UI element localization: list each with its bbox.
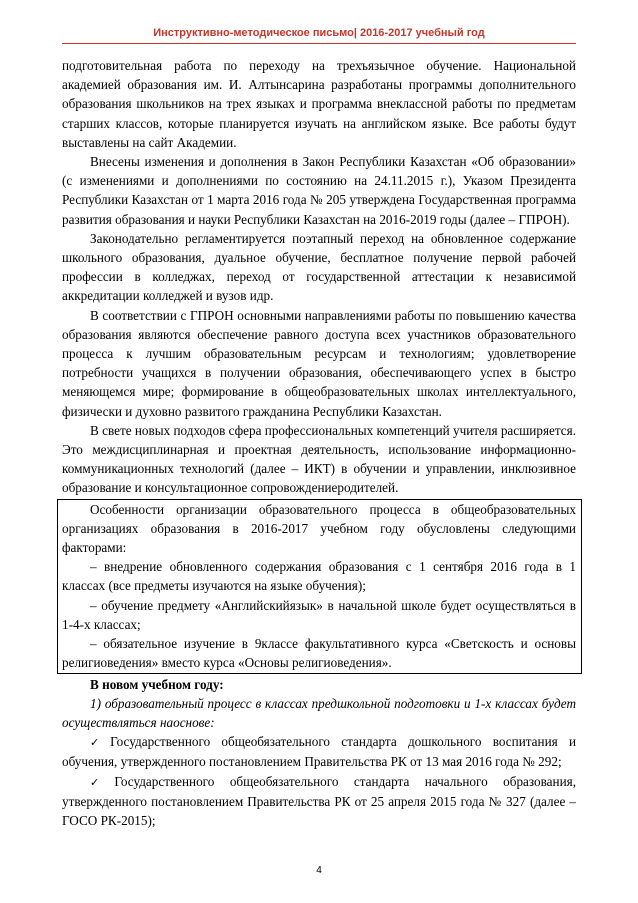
bullet-text-2: Государственного общеобязательного стандарта начального образования, утвержденного постановлением Правительства РК от 25 апреля 2015 года № 327 (далее – ГОСО РК-2015); xyxy=(62,773,576,828)
factors-box xyxy=(57,499,582,674)
header-divider xyxy=(62,43,576,44)
checkmark-icon: ✓ xyxy=(90,775,112,789)
paragraph-1: подготовительная работа по переходу на трехъязычное обучение. Национальной академией образования им. И. Алтынсарина разработаны программы дополнительного образования школьников на трех языках и программа внеклассной работы по предметам старших классов, которые планируется изучать на английском языке. Все работы будут выставлены на сайт Академии. xyxy=(62,58,576,150)
paragraph-3: Законодательно регламентируется поэтапный переход на обновленное содержание школьного образования, дуальное обучение, бесплатное получение первой рабочей профессии в колледжах, переход от государственной аттестации к независимой аккредитации колледжей и вузов идр. xyxy=(62,230,576,304)
page-number: 4 xyxy=(316,865,322,876)
checkmark-icon: ✓ xyxy=(90,736,108,750)
factor-item-1: – внедрение обновленного содержания образования с 1 сентября 2016 года в 1 классах (все предметы изучаются на языке обучения); xyxy=(62,559,576,594)
document-body xyxy=(62,56,576,830)
bullet-item-1 xyxy=(62,732,576,771)
page-header: Инструктивно-методическое письмо| 2016-2017 учебный год xyxy=(153,27,485,39)
factor-item-3: – обязательное изучение в 9классе факультативного курса «Светскость и основы религиоведения» вместо курса «Основы религиоведения». xyxy=(62,636,576,671)
paragraph-2: Внесены изменения и дополнения в Закон Республики Казахстан «Об образовании» (с изменениями и дополнениями по состоянию на 24.11.2015 г.), Указом Президента Республики Казахстан от 1 марта 2016 года № 205 утверждена Государственная программа развития образования и науки Республики Казахстан на 2016-2019 годы (далее – ГПРОН). xyxy=(62,154,576,227)
factor-item-2: – обучение предмету «Английскийязык» в начальной школе будет осуществляться в 1-4-х классах; xyxy=(62,597,576,632)
paragraph-4: В соответствии с ГПРОН основными направлениями работы по повышению качества образования являются обеспечение равного доступа всех участников образовательного процесса к лучшим образовательным ресурсам и технологиям; удовлетворение потребности учащихся в получении образования, обеспечивающего успех в быстро меняющемся мире; формирование в общеобразовательных школах интеллектуального, физически и духовно развитого гражданина Республики Казахстан. xyxy=(62,307,576,419)
new-year-heading: В новом учебном году: xyxy=(90,676,224,692)
bullet-item-2 xyxy=(62,772,576,831)
bullet-text-1: Государственного общеобязательного стандарта дошкольного воспитания и обучения, утвержденного постановлением Правительства РК от 13 мая 2016 года № 292; xyxy=(62,734,577,770)
paragraph-5: В свете новых подходов сфера профессиональных компетенций учителя расширяется. Это междисциплинарная и проектная деятельность, использование информационно-коммуникационных технологий (далее – ИКТ) в обучении и управлении, инклюзивное образование и консультационное сопровождениеродителей. xyxy=(62,422,577,496)
point-1: 1) образовательный процесс в классах предшкольной подготовки и 1-х классах будет осуществляться наоснове: xyxy=(62,695,576,730)
factors-intro: Особенности организации образовательного процесса в общеобразовательных организациях образования в 2016-2017 учебном году обусловлены следующими факторами: xyxy=(62,501,576,556)
